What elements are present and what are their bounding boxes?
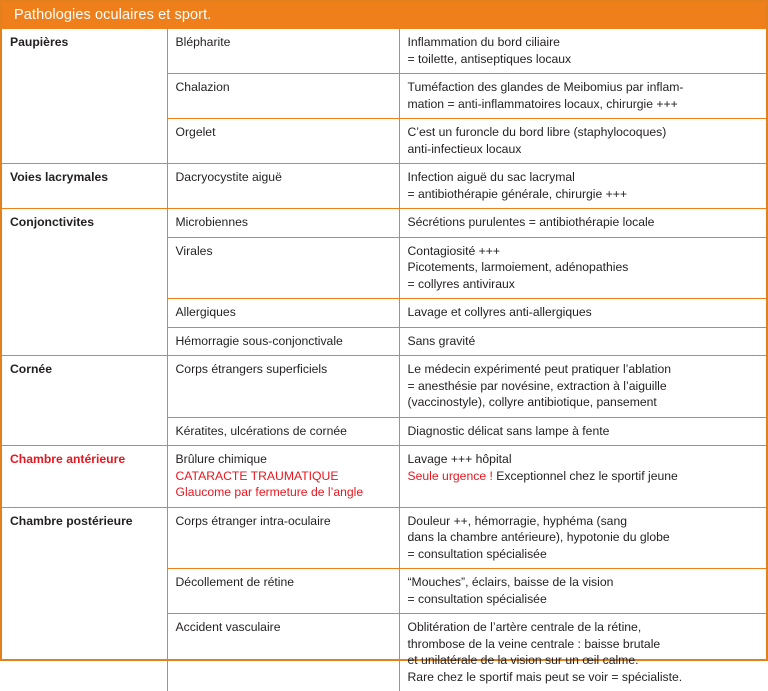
treatment-description bbox=[399, 614, 766, 691]
group-label: Chambre antérieure bbox=[2, 446, 167, 508]
condition-label-text: Virales bbox=[176, 243, 391, 260]
description-line: (vaccinostyle), collyre antibiotique, pansement bbox=[408, 394, 759, 411]
treatment-description bbox=[399, 417, 766, 446]
table-row bbox=[2, 356, 766, 418]
condition-label-text: Accident vasculaire bbox=[176, 619, 391, 636]
condition-label bbox=[167, 446, 399, 508]
condition-label-text: Corps étranger intra-oculaire bbox=[176, 513, 391, 530]
treatment-description bbox=[399, 237, 766, 299]
condition-label bbox=[167, 119, 399, 164]
description-line: = antibiothérapie générale, chirurgie +++ bbox=[408, 186, 759, 203]
description-line: Le médecin expérimenté peut pratiquer l’ablation bbox=[408, 361, 759, 378]
treatment-description bbox=[399, 74, 766, 119]
condition-label bbox=[167, 164, 399, 209]
condition-label bbox=[167, 507, 399, 569]
description-line: Sécrétions purulentes = antibiothérapie locale bbox=[408, 214, 759, 231]
table-body bbox=[2, 29, 766, 691]
treatment-description bbox=[399, 164, 766, 209]
condition-label bbox=[167, 614, 399, 691]
table-row bbox=[2, 209, 766, 238]
group-label: Paupières bbox=[2, 29, 167, 164]
description-line: = consultation spécialisée bbox=[408, 591, 759, 608]
condition-label bbox=[167, 327, 399, 356]
table-title-bar bbox=[2, 2, 766, 28]
description-line: Contagiosité +++ bbox=[408, 243, 759, 260]
description-line: “Mouches”, éclairs, baisse de la vision bbox=[408, 574, 759, 591]
description-line: Rare chez le sportif mais peut se voir = spécialiste. bbox=[408, 669, 759, 686]
condition-label bbox=[167, 569, 399, 614]
condition-label-text: Kératites, ulcérations de cornée bbox=[176, 423, 391, 440]
treatment-description bbox=[399, 299, 766, 328]
table-row bbox=[2, 164, 766, 209]
treatment-description bbox=[399, 507, 766, 569]
condition-label-text: Orgelet bbox=[176, 124, 391, 141]
treatment-description bbox=[399, 209, 766, 238]
description-line: C’est un furoncle du bord libre (staphylocoques) bbox=[408, 124, 759, 141]
table-row bbox=[2, 507, 766, 569]
description-line: Oblitération de l’artère centrale de la rétine, bbox=[408, 619, 759, 636]
group-label: Conjonctivites bbox=[2, 209, 167, 356]
table-row bbox=[2, 446, 766, 508]
condition-label bbox=[167, 237, 399, 299]
description-line: Infection aiguë du sac lacrymal bbox=[408, 169, 759, 186]
condition-label-text: Dacryocystite aiguë bbox=[176, 169, 391, 186]
description-line: = consultation spécialisée bbox=[408, 546, 759, 563]
condition-label bbox=[167, 299, 399, 328]
condition-label-text: Brûlure chimique bbox=[176, 451, 391, 468]
urgency-note: Exceptionnel chez le sportif jeune bbox=[493, 469, 678, 483]
description-line: et unilatérale de la vision sur un œil calme. bbox=[408, 652, 759, 669]
pathologies-table bbox=[2, 28, 766, 691]
description-line bbox=[408, 468, 759, 485]
condition-label-text: Allergiques bbox=[176, 304, 391, 321]
page-title: Pathologies oculaires et sport. bbox=[14, 7, 211, 23]
condition-label-text: Blépharite bbox=[176, 34, 391, 51]
description-line: Sans gravité bbox=[408, 333, 759, 350]
condition-label-emphasis: CATARACTE TRAUMATIQUE bbox=[176, 468, 391, 485]
group-label: Voies lacrymales bbox=[2, 164, 167, 209]
group-label: Chambre postérieure bbox=[2, 507, 167, 691]
condition-label bbox=[167, 74, 399, 119]
condition-label-text: Hémorragie sous-conjonctivale bbox=[176, 333, 391, 350]
description-line: = toilette, antiseptiques locaux bbox=[408, 51, 759, 68]
description-line: Tuméfaction des glandes de Meibomius par inflam- bbox=[408, 79, 759, 96]
condition-label bbox=[167, 209, 399, 238]
condition-label-text: Corps étrangers superficiels bbox=[176, 361, 391, 378]
description-line: = collyres antiviraux bbox=[408, 276, 759, 293]
description-line: Lavage +++ hôpital bbox=[408, 451, 759, 468]
description-line: Douleur ++, hémorragie, hyphéma (sang bbox=[408, 513, 759, 530]
treatment-description bbox=[399, 569, 766, 614]
condition-label bbox=[167, 417, 399, 446]
description-line: Diagnostic délicat sans lampe à fente bbox=[408, 423, 759, 440]
treatment-description bbox=[399, 327, 766, 356]
treatment-description bbox=[399, 29, 766, 74]
description-line: Lavage et collyres anti-allergiques bbox=[408, 304, 759, 321]
urgency-flag: Seule urgence ! bbox=[408, 469, 493, 483]
condition-label-text: Chalazion bbox=[176, 79, 391, 96]
treatment-description bbox=[399, 446, 766, 508]
description-line: = anesthésie par novésine, extraction à l’aiguille bbox=[408, 378, 759, 395]
condition-label-text: Microbiennes bbox=[176, 214, 391, 231]
description-line: Inflammation du bord ciliaire bbox=[408, 34, 759, 51]
table-row bbox=[2, 29, 766, 74]
description-line: Picotements, larmoiement, adénopathies bbox=[408, 259, 759, 276]
description-line: thrombose de la veine centrale : baisse brutale bbox=[408, 636, 759, 653]
description-line: anti-infectieux locaux bbox=[408, 141, 759, 158]
treatment-description bbox=[399, 119, 766, 164]
condition-label bbox=[167, 29, 399, 74]
condition-label bbox=[167, 356, 399, 418]
condition-label-emphasis: Glaucome par fermeture de l’angle bbox=[176, 484, 391, 501]
condition-label-text: Décollement de rétine bbox=[176, 574, 391, 591]
description-line: dans la chambre antérieure), hypotonie du globe bbox=[408, 529, 759, 546]
treatment-description bbox=[399, 356, 766, 418]
description-line: mation = anti-inflammatoires locaux, chirurgie +++ bbox=[408, 96, 759, 113]
group-label: Cornée bbox=[2, 356, 167, 446]
